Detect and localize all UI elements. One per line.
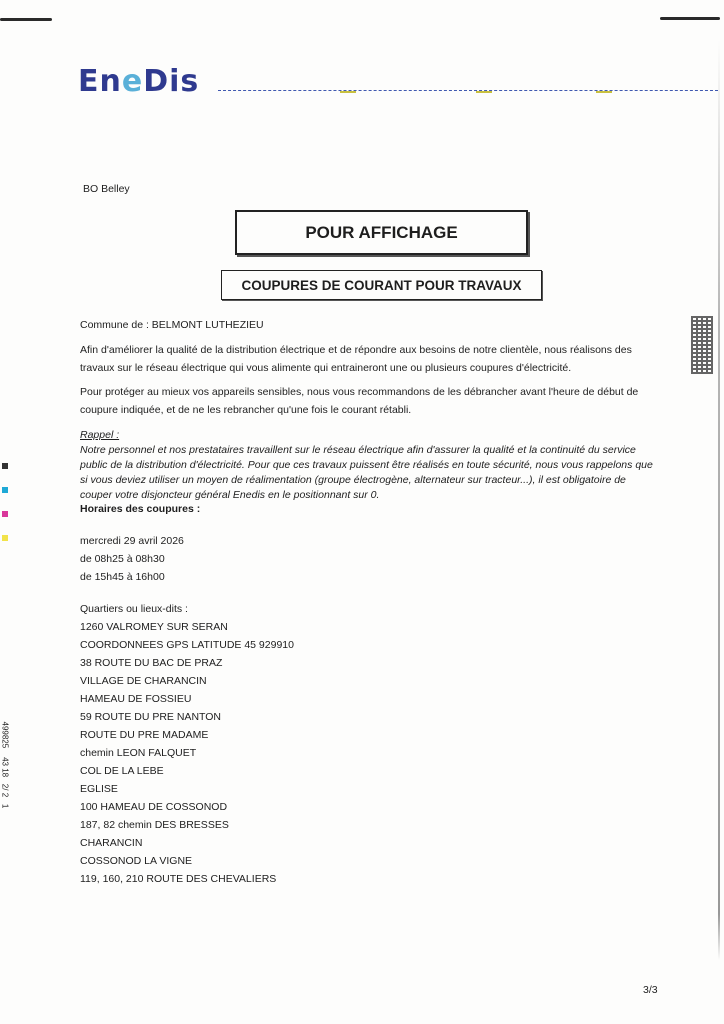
side-codes bbox=[0, 721, 14, 840]
list-item: HAMEAU DE FOSSIEU bbox=[80, 693, 192, 705]
side-code-1: 499825 bbox=[0, 721, 10, 749]
commune-line: Commune de : BELMONT LUTHEZIEU bbox=[80, 319, 264, 331]
side-code-3: 2/ 2 bbox=[0, 783, 10, 798]
list-item: 59 ROUTE DU PRE NANTON bbox=[80, 711, 221, 723]
side-code-2: 43 18 bbox=[0, 757, 10, 778]
schedule-date: mercredi 29 avril 2026 bbox=[80, 535, 184, 547]
schedule-slot-2: de 15h45 à 16h00 bbox=[80, 571, 165, 583]
logo-rule-accent bbox=[300, 91, 700, 93]
enedis-logo: EneDis bbox=[78, 64, 200, 99]
datamatrix-code bbox=[691, 316, 713, 374]
rappel-label: Rappel : bbox=[80, 429, 120, 441]
list-item: COSSONOD LA VIGNE bbox=[80, 855, 193, 867]
list-item: COL DE LA LEBE bbox=[80, 765, 164, 777]
side-code-4: 1 bbox=[0, 803, 10, 809]
title-box-main: POUR AFFICHAGE bbox=[235, 210, 528, 255]
locations-list bbox=[80, 600, 294, 888]
rappel-block bbox=[80, 428, 660, 503]
page-number: 3/3 bbox=[643, 984, 658, 996]
protect-paragraph: Pour protéger au mieux vos appareils sensibles, nous vous recommandons de les débrancher avant l'heure de début de coupure indiquée, et de ne les rebrancher qu'une fois le courant rétabli. bbox=[80, 386, 639, 416]
swatch-magenta bbox=[2, 511, 8, 517]
list-item: 1260 VALROMEY SUR SERAN bbox=[80, 621, 228, 633]
list-item: ROUTE DU PRE MADAME bbox=[80, 729, 209, 741]
scan-edge-shadow bbox=[718, 40, 720, 960]
edge-mark-top-left bbox=[0, 18, 52, 21]
locations-heading: Quartiers ou lieux-dits : bbox=[80, 603, 188, 615]
list-item: 187, 82 chemin DES BRESSES bbox=[80, 819, 229, 831]
edge-mark-top-right bbox=[660, 17, 720, 20]
swatch-yellow bbox=[2, 535, 8, 541]
list-item: COORDONNEES GPS LATITUDE 45 929910 bbox=[80, 639, 294, 651]
list-item: EGLISE bbox=[80, 783, 118, 795]
schedule-heading: Horaires des coupures : bbox=[80, 503, 201, 515]
list-item: CHARANCIN bbox=[80, 837, 143, 849]
intro-paragraph: Afin d'améliorer la qualité de la distribution électrique et de répondre aux besoins de notre clientèle, nous réalisons des travaux sur le réseau électrique qui vous alimente qui entraineront une ou plusieurs coupures d'électricité. bbox=[80, 344, 632, 374]
schedule-slot-1: de 08h25 à 08h30 bbox=[80, 553, 165, 565]
office-label: BO Belley bbox=[83, 183, 130, 195]
list-item: chemin LEON FALQUET bbox=[80, 747, 197, 759]
list-item: 100 HAMEAU DE COSSONOD bbox=[80, 801, 228, 813]
rappel-text: Notre personnel et nos prestataires travaillent sur le réseau électrique afin d'assurer la qualité et la continuité du service public de la distribution d'électricité. Pour que ces travaux puissent être réalisés en toute sécurité, nous vous rappelons que si vous deviez utiliser un moyen de réalimentation (groupe électrogène, alternateur sur tracteur...), il est obligatoire de couper votre disjoncteur général Enedis en le positionnant sur 0. bbox=[80, 444, 653, 501]
list-item: VILLAGE DE CHARANCIN bbox=[80, 675, 207, 687]
list-item: 38 ROUTE DU BAC DE PRAZ bbox=[80, 657, 223, 669]
swatch-black bbox=[2, 463, 8, 469]
list-item: 119, 160, 210 ROUTE DES CHEVALIERS bbox=[80, 873, 277, 885]
title-box-sub: COUPURES DE COURANT POUR TRAVAUX bbox=[221, 270, 542, 300]
swatch-cyan bbox=[2, 487, 8, 493]
